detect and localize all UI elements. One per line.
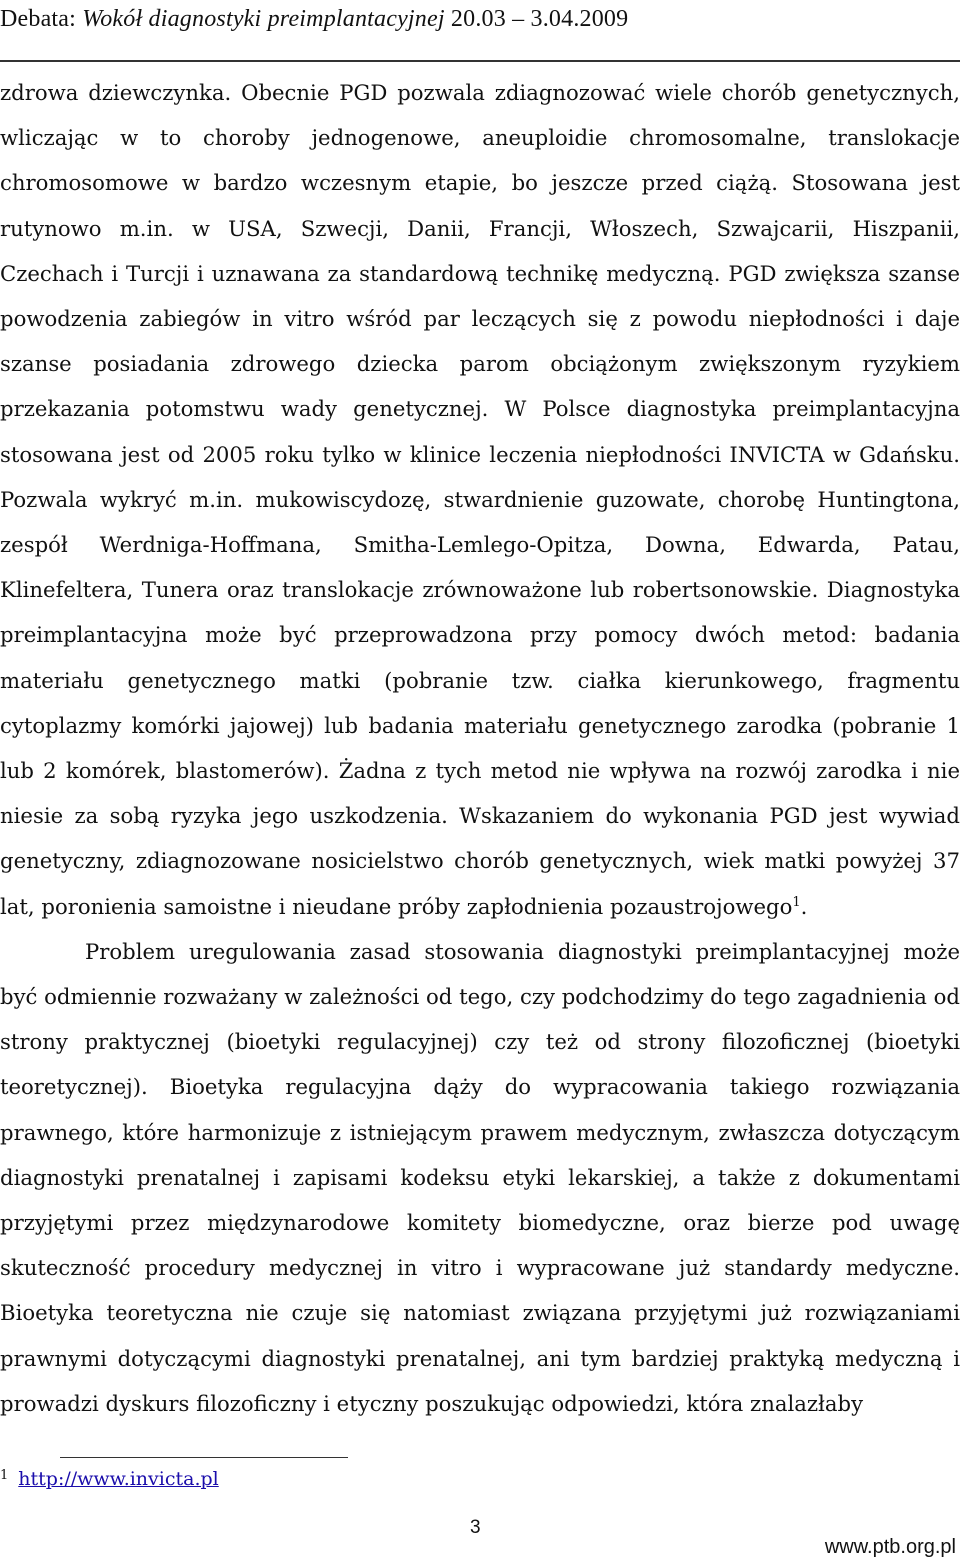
page-header <box>0 0 960 62</box>
header-dates: 20.03 – 3.04.2009 <box>444 6 629 32</box>
document-body <box>0 70 960 1426</box>
site-url: www.ptb.org.pl <box>824 1536 956 1558</box>
page-number: 3 <box>470 1517 481 1538</box>
paragraph-1-end: . <box>800 893 808 919</box>
paragraph-1-text: zdrowa dziewczynka. Obecnie PGD pozwala zdiagnozować wiele chorób genetycznych, wliczając w to choroby jednogenowe, aneuploidie chromosomalne, translokacje chromosomowe w bardzo wczesnym etapie, bo jeszcze przed ciążą. Stosowana jest rutynowo m.in. w USA, Szwecji, Danii, Francji, Włoszech, Szwajcarii, Hiszpanii, Czechach i Turcji i uznawana za standardową technikę medyczną. PGD zwiększa szanse powodzenia zabiegów in vitro wśród par leczących się z powodu niepłodności i daje szanse posiadania zdrowego dziecka parom obciążonym zwiększonym ryzykiem przekazania potomstwu wady genetycznej. W Polsce diagnostyka preimplantacyjna stosowana jest od 2005 roku tylko w klinice leczenia niepłodności INVICTA w Gdańsku. Pozwala wykryć m.in. mukowiscydozę, stwardnienie guzowate, chorobę Huntingtona, zespół Werdniga-Hoffmana, Smitha-Lemlego-Opitza, Downa, Edwarda, Patau, Klinefeltera, Tunera oraz translokacje zrównoważone lub robertsonowskie. Diagnostyka preimplantacyjna może być przeprowadzona przy pomocy dwóch metod: badania materiału genetycznego matki (pobranie tzw. ciałka kierunkowego, fragmentu cytoplazmy komórki jajowej) lub badania materiału genetycznego zarodka (pobranie 1 lub 2 komórek, blastomerów). Żadna z tych metod nie wpływa na rozwój zarodka i nie niesie za sobą ryzyka jego uszkodzenia. Wskazaniem do wykonania PGD jest wywiad genetyczny, zdiagnozowane nosicielstwo chorób genetycznych, wiek matki powyżej 37 lat, poronienia samoistne i nieudane próby zapłodnienia pozaustrojowego <box>0 80 960 919</box>
header-prefix: Debata: <box>0 6 83 32</box>
header-title: Wokół diagnostyki preimplantacyjnej <box>82 6 445 32</box>
header-text <box>0 6 628 33</box>
footnote-reference[interactable]: 1 <box>792 894 801 910</box>
footnote-mark: 1 <box>0 1468 9 1483</box>
footnote-link[interactable]: http://www.invicta.pl <box>18 1468 219 1490</box>
footnote-divider <box>60 1457 348 1458</box>
paragraph-1 <box>0 70 960 929</box>
paragraph-2: Problem uregulowania zasad stosowania diagnostyki preimplantacyjnej może być odmiennie rozważany w zależności od tego, czy podchodzimy do tego zagadnienia od strony praktycznej (bioetyki regulacyjnej) czy też od strony filozoficznej (bioetyki teoretycznej). Bioetyka regulacyjna dąży do wypracowania takiego rozwiązania prawnego, które harmonizuje z istniejącym prawem medycznym, zwłaszcza dotyczącym diagnostyki prenatalnej i zapisami kodeksu etyki lekarskiej, a także z dokumentami przyjętymi przez międzynarodowe komitety biomedyczne, oraz bierze pod uwagę skuteczność procedury medycznej in vitro i wypracowane już standardy medyczne. Bioetyka teoretyczna nie czuje się natomiast związana przyjętymi już rozwiązaniami prawnymi dotyczącymi diagnostyki prenatalnej, ani tym bardziej praktyką medyczną i prowadzi dyskurs filozoficzny i etyczny poszukując odpowiedzi, która znalazłaby <box>0 938 960 1416</box>
footnote <box>0 1468 219 1490</box>
